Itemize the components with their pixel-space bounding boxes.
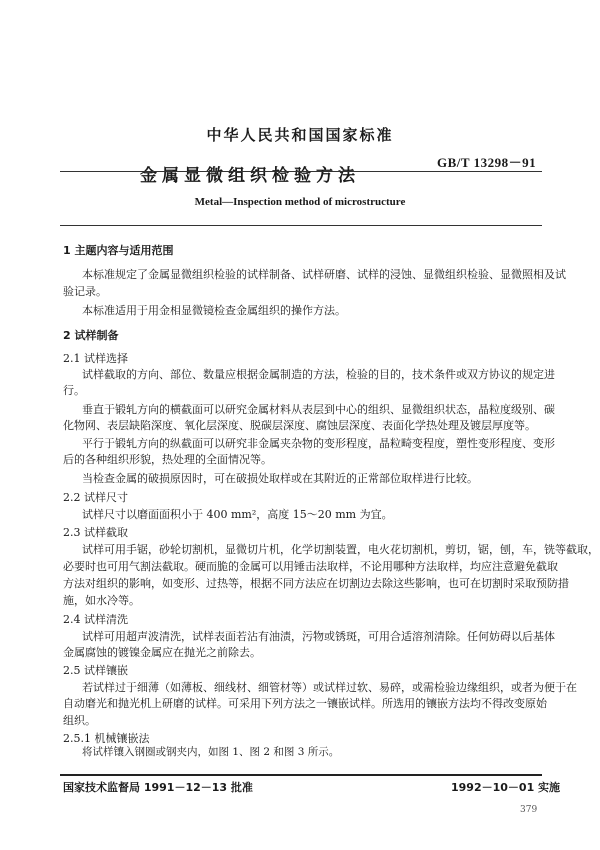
subsection-2-4-paragraph-cont: 金属腐蚀的镀镍金属应在抛光之前除去。 — [63, 646, 261, 659]
subsection-2-5-paragraph-cont-1: 自动磨光和抛光机上研磨的试样。可采用下列方法之一镶嵌试样。所选用的镶嵌方法均不得改变原始 — [63, 697, 547, 710]
section-1-paragraph-1: 本标准规定了金属显微组织检验的试样制备、试样研磨、试样的浸蚀、显微组织检验、显微照相及试 — [82, 268, 566, 281]
subsection-2-1-paragraph-2-cont: 化物网、表层缺陷深度、氧化层深度、脱碳层深度、腐蚀层深度、表面化学热处理及镀层厚度等。 — [63, 419, 536, 432]
section-1-paragraph-2: 本标准适用于用金相显微镜检查金属组织的操作方法。 — [82, 304, 346, 317]
approval-info: 国家技术监督局 1991－12－13 批准 — [63, 781, 253, 794]
subsection-2-2-paragraph: 试样尺寸以磨面面积小于 400 mm²，高度 15～20 mm 为宜。 — [82, 508, 393, 521]
subsection-2-1-paragraph-3-cont: 后的各种组织形貌，热处理的全面情况等。 — [63, 453, 272, 466]
subsection-2-5-heading: 2.5 试样镶嵌 — [63, 664, 128, 677]
subsection-2-1-paragraph-1-cont: 行。 — [63, 384, 85, 397]
subsection-2-5-paragraph-cont-2: 组织。 — [63, 714, 96, 727]
subsection-2-5-paragraph: 若试样过于细薄（如薄板、细线材、细管材等）或试样过软、易碎，或需检验边缘组织，或者为便于在 — [82, 681, 577, 694]
section-2-heading: 2 试样制备 — [63, 329, 119, 342]
effective-date: 1992－10－01 实施 — [451, 781, 561, 794]
footer-rule — [60, 774, 542, 776]
subsection-2-1-paragraph-4: 当检查金属的破损原因时，可在破损处取样或在其附近的正常部位取样进行比较。 — [82, 472, 478, 485]
document-title-cn: 金属显微组织检验方法 — [140, 166, 360, 186]
subsection-2-3-paragraph-cont-1: 必要时也可用气割法截取。硬而脆的金属可以用锤击法取样，不论用哪种方法取样，均应注意避免截取 — [63, 560, 558, 573]
subsection-2-3-paragraph-cont-3: 施，如水冷等。 — [63, 594, 140, 607]
subsection-2-3-paragraph-cont-2: 方法对组织的影响，如变形、过热等，根据不同方法应在切割边去除这些影响，也可在切割时采取预防措 — [63, 577, 569, 590]
subsection-2-1-paragraph-1: 试样截取的方向、部位、数量应根据金属制造的方法，检验的目的，技术条件或双方协议的规定进 — [82, 368, 555, 381]
section-1-paragraph-1-cont: 验记录。 — [63, 285, 107, 298]
subsection-2-5-1-paragraph: 将试样镶入钢圈或钢夹内，如图 1、图 2 和图 3 所示。 — [82, 746, 340, 758]
standard-code: GB/T 13298－91 — [437, 155, 537, 170]
section-1-heading: 1 主题内容与适用范围 — [63, 244, 174, 257]
subsection-2-4-heading: 2.4 试样清洗 — [63, 613, 128, 626]
subsection-2-4-paragraph: 试样可用超声波清洗，试样表面若沾有油渍，污物或锈斑，可用合适溶剂清除。任何妨碍以后基体 — [82, 630, 555, 643]
subsection-2-3-heading: 2.3 试样截取 — [63, 526, 128, 539]
subsection-2-2-heading: 2.2 试样尺寸 — [63, 491, 128, 504]
subsection-2-1-heading: 2.1 试样选择 — [63, 352, 128, 365]
standard-name: 中华人民共和国国家标准 — [206, 126, 394, 144]
document-title-en: Metal—Inspection method of microstructure — [194, 196, 406, 208]
subsection-2-3-paragraph: 试样可用手锯，砂轮切割机，显微切片机，化学切割装置，电火花切割机，剪切，锯，刨，车，铣等截取， — [82, 543, 599, 556]
page-number: 379 — [520, 805, 538, 815]
subsection-2-5-1-heading: 2.5.1 机械镶嵌法 — [63, 732, 150, 745]
subsection-2-1-paragraph-3: 平行于锻轧方向的纵截面可以研究非金属夹杂物的变形程度，晶粒畸变程度，塑性变形程度、变形 — [82, 437, 555, 450]
subsection-2-1-paragraph-2: 垂直于锻轧方向的横截面可以研究金属材料从表层到中心的组织、显微组织状态，晶粒度级别、碳 — [82, 403, 555, 416]
title-rule — [60, 225, 542, 226]
header-rule — [60, 171, 542, 172]
